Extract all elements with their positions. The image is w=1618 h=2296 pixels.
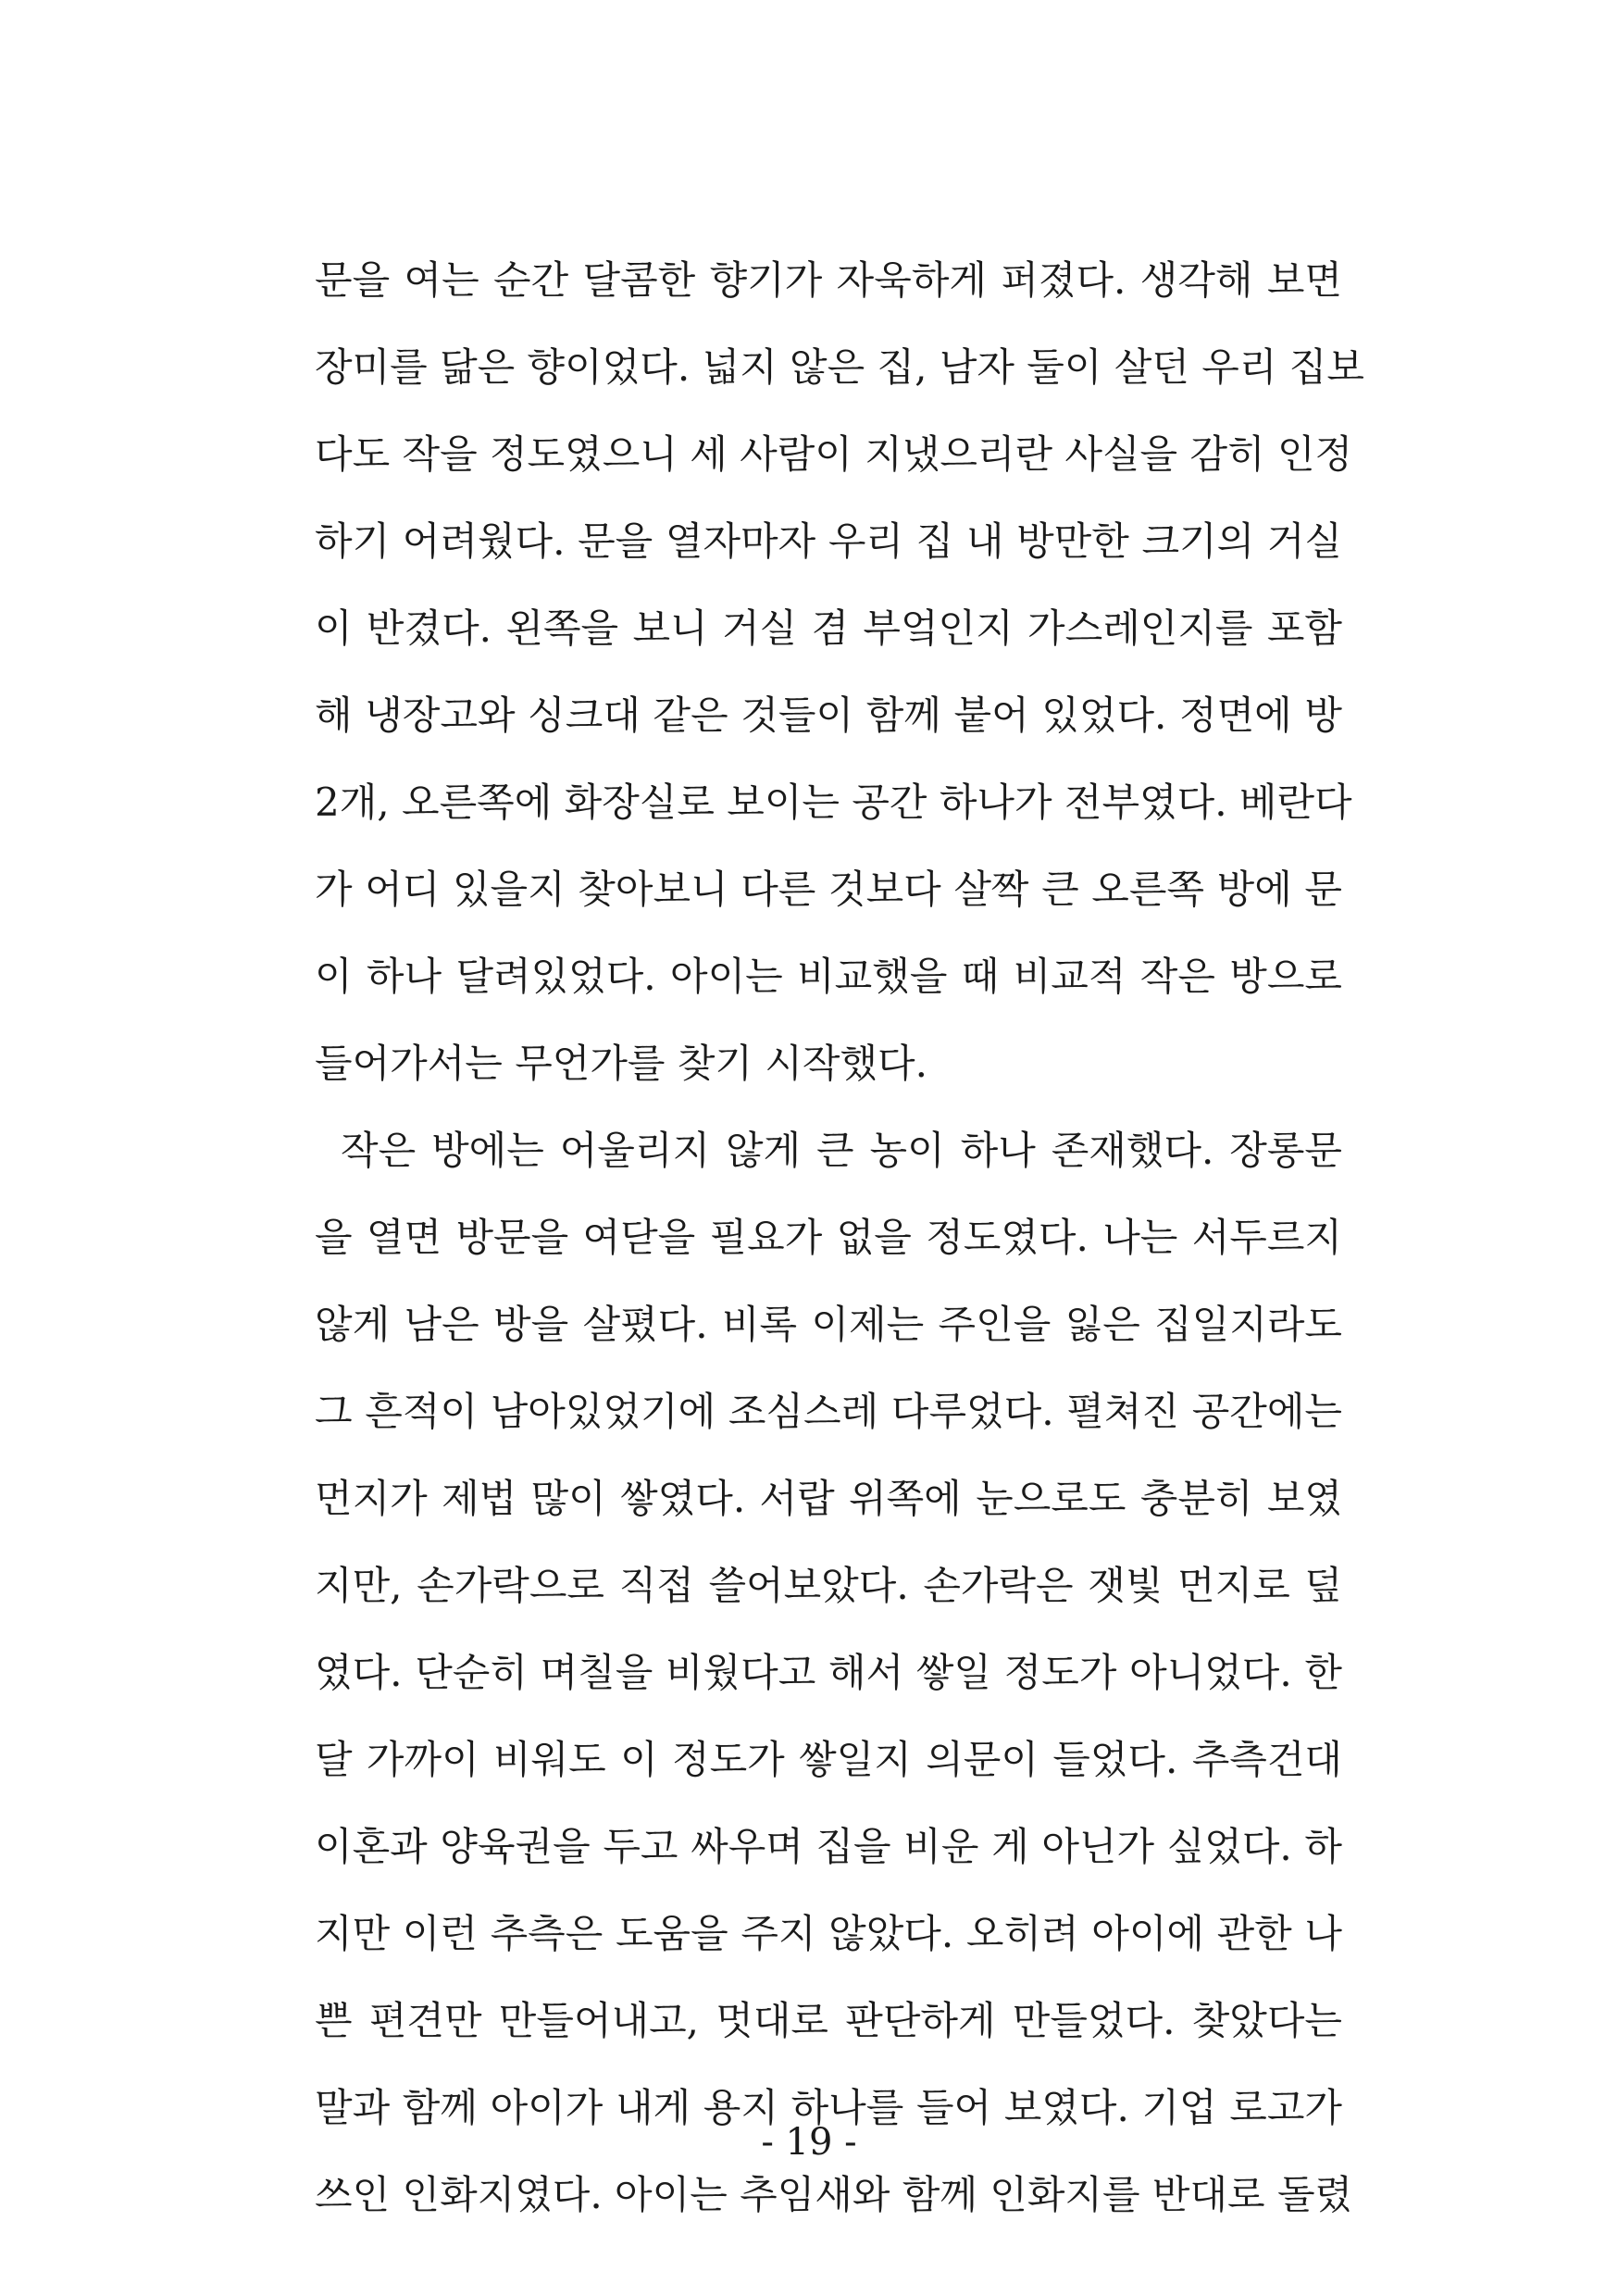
text-line: 이혼과 양육권을 두고 싸우며 집을 비운 게 아닌가 싶었다. 하 [315, 1824, 1342, 1869]
text-line-paragraph-end: 들어가서는 무언가를 찾기 시작했다. [315, 1041, 927, 1086]
text-line: 이 반겼다. 왼쪽을 보니 거실 겸 부엌인지 가스레인지를 포함 [315, 605, 1342, 651]
text-line: 장미를 닮은 향이었다. 넓지 않은 집, 남자 둘이 살던 우리 집보 [315, 344, 1364, 390]
text-line: 이 하나 달려있었다. 아이는 비교했을 때 비교적 작은 방으로 [315, 954, 1342, 999]
text-line: 을 열면 방문을 여닫을 필요가 없을 정도였다. 나는 서두르지 [315, 1215, 1342, 1260]
page-number: - 19 - [761, 2121, 857, 2164]
text-line: 지만, 손가락으로 직접 쓸어보았다. 손가락은 잿빛 먼지로 덮 [315, 1563, 1342, 1608]
text-line: 지만 이런 추측은 도움을 주지 않았다. 오히려 아이에 관한 나 [315, 1911, 1342, 1956]
text-line: 가 어디 있을지 찾아보니 다른 것보다 살짝 큰 오른쪽 방에 문 [315, 867, 1342, 912]
text-line: 하기 어려웠다. 문을 열자마자 우리 집 내 방만한 크기의 거실 [315, 518, 1342, 564]
text-line: 그 흔적이 남아있었기에 조심스레 다루었다. 펼쳐진 공간에는 [315, 1389, 1342, 1434]
body-text [315, 237, 1364, 2239]
text-line: 해 냉장고와 싱크대 같은 것들이 함께 붙어 있었다. 정면에 방 [315, 693, 1342, 738]
text-line: 다도 작을 정도였으니 세 사람이 지냈으리란 사실을 감히 인정 [315, 431, 1353, 477]
text-line: 문을 여는 순간 달콤한 향기가 자욱하게 퍼졌다. 생각해 보면 [315, 257, 1342, 303]
text-line-paragraph-start: 작은 방에는 어울리지 않게 큰 농이 하나 존재했다. 장롱문 [341, 1128, 1342, 1173]
text-line: 않게 남은 방을 살폈다. 비록 이제는 주인을 잃은 집일지라도 [315, 1302, 1342, 1347]
text-line: 쁜 편견만 만들어내고, 멋대로 판단하게 만들었다. 찾았다는 [315, 1998, 1342, 2043]
text-line: 쓰인 인화지였다. 아이는 추임새와 함께 인화지를 반대로 돌렸 [315, 2172, 1353, 2217]
text-line: 말과 함께 아이가 내게 용지 하나를 들어 보였다. 기업 로고가 [315, 2085, 1342, 2130]
text-line: 2개, 오른쪽에 화장실로 보이는 공간 하나가 전부였다. 베란다 [315, 780, 1352, 825]
text-line: 달 가까이 비워도 이 정도가 쌓일지 의문이 들었다. 추측건대 [315, 1737, 1342, 1782]
text-line: 먼지가 제법 많이 쌓였다. 서랍 위쪽에 눈으로도 충분히 보였 [315, 1476, 1342, 1521]
text-line: 였다. 단순히 며칠을 비웠다고 해서 쌓일 정도가 아니었다. 한 [315, 1650, 1342, 1695]
